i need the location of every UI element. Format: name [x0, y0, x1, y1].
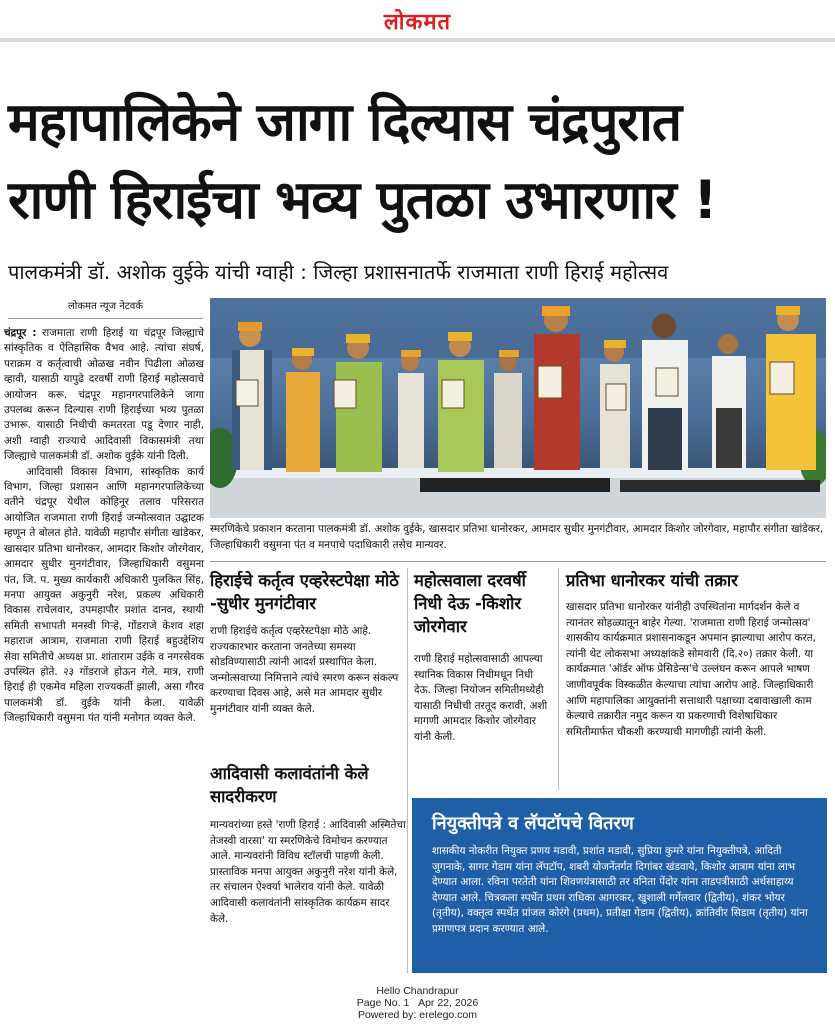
mungantiwar-title: हिराईचे कर्तृत्व एव्हरेस्टपेक्षा मोठे -सुधीर मुनगंटीवार [210, 571, 399, 613]
mungantiwar-body: राणी हिराईचे कर्तृत्व एव्हरेस्टपेक्षा मोठे आहे. राज्यकारभार करताना जनतेच्या समस्या सोडविण्यासाठी त्यांनी आदर्श प्रस्थापित केला. जन्मोत्सवाच्या निमित्ताने त्यांचे स्मरण करून संकल्प करण्याचा दिवस आहे, असे मत आमदार सुधीर मुनगंटीवार यांनी व्यक्त केले. [210, 625, 399, 715]
event-photo [210, 298, 826, 518]
adivasi-artists-body: मान्यवरांच्या हस्ते 'राणी हिराई : आदिवासी अस्मितेचा तेजस्वी वारसा' या स्मरणिकेचे विमोचन करण्यात आले. मान्यवरांनी विविध स्टॉलची पाहणी केली. प्रास्ताविक मनपा आयुक्त अकुनुरी नरेश यांनी केले, तर संचालन ऐश्वर्या भालेराव यांनी केले. यावेळी आदिवासी कलावंतांनी सांस्कृतिक कार्यक्रम सादर केले. [210, 819, 406, 925]
page-footer [0, 985, 835, 1021]
dhanorkar-body: खासदार प्रतिभा धानोरकर यांनीही उपस्थितांना मार्गदर्शन केले व त्यानंतर सोहळ्यातून बाहेर गेल्या. 'राजमाता राणी हिराई जन्मोत्सव' शासकीय कार्यक्रमात प्रशासनाकडून अपमान झाल्याचा आरोप करत, त्यांनी थेट लोकसभा अध्यक्षांकडे सोमवारी (दि.२०) तक्रार केली. या कार्यक्रमात 'ऑर्डर ऑफ प्रेसिडेन्स'चे उल्लंघन करून आपले भाषण जाणीवपूर्वक विस्कळीत केल्याचा त्यांचा आरोप आहे. जिल्हाधिकारी आणि महापालिका आयुक्तांनी सत्ताधारी पक्षाच्या दबावाखाली काम केल्याचे तक्रारीत नमुद करून या प्रकरणाची विशेषाधिकार समितीमार्फत चौकशी करण्याची मागणीही त्यांनी केली. [566, 601, 816, 738]
lokmat-logo: लोकमत [383, 10, 452, 35]
footer-edition: Hello Chandrapur [376, 985, 459, 997]
main-story-para-2: आदिवासी विकास विभाग, सांस्कृतिक कार्य विभाग, जिल्हा प्रशासन आणि महानगरपालिकेच्या वतीने चंद्रपूर येथील कोहिनूर तलाव परिसरात आयोजित राजमाता राणी हिराई जन्मोत्सवात उद्घाटक म्हणून ते बोलत होते. यावेळी महापौर संगीता खांडेकर, खासदार प्रतिभा धानोरकर, आमदार किशोर जोरगेवार, आमदार सुधीर मुनगंटीवार, जिल्हाधिकारी वसुमना पंत, जि. प. मुख्य कार्यकारी अधिकारी पुलकित सिंह, मनपा आयुक्त अकुनुरी नरेश, प्रकल्प अधिकारी विकास राचेलवार, उपमहापौर प्रशांत दानव, स्थायी समिती सभापती मनस्वी गिऱ्हे, गोंडराजे केशव शहा महाराज आत्राम, राजमाता राणी हिराई बहुउद्देशिय सेवा समितीचे अध्यक्ष प्रा. शांताराम उईके व नगरसेवक उपस्थित होते. २३ गोंडराजे होऊन गेले. मात्र, राणी हिराई ही एकमेव महिला राज्यकर्ती झाली, असा गौरव पालकमंत्री डॉ. वुईके यांनी केला. यावेळी जिल्हाधिकारी वसुमना पंत यांनी मनोगत व्यक्त केले. [4, 465, 204, 725]
headline-line-1: महापालिकेने जागा दिल्यास चंद्रपुरात [8, 92, 682, 153]
jorgewar-body: राणी हिराई महोत्सवासाठी आपल्या स्थानिक विकास निधीमधून निधी देऊ. जिल्हा नियोजन समितीमध्येही यासाठी निधीची तरतूद करावी, अशी मागणी आमदार किशोर जोरगेवार यांनी केली. [414, 653, 548, 743]
masthead-divider [0, 38, 835, 42]
headline [8, 84, 828, 240]
byline-divider [8, 318, 203, 319]
footer-powered-by: Powered by: erelego.com [357, 1009, 478, 1021]
caption-divider [210, 561, 826, 562]
headline-line-2: राणी हिराईचा भव्य पुतळा उभारणार ! [8, 170, 717, 231]
main-story-para-1 [4, 326, 204, 465]
appointments-title: नियुक्तीपत्रे व लॅपटॉपचे वितरण [432, 813, 634, 834]
footer-date: Apr 22, 2026 [418, 997, 479, 1009]
footer-page-line [0, 997, 835, 1009]
main-story [4, 326, 204, 727]
photo-caption: स्मरणिकेचे प्रकाशन करताना पालकमंत्री डॉ. अशोक वुईके, खासदार प्रतिभा धानोरकर, आमदार सुधीर मुनगंटीवार, आमदार किशोर जोरगेवार, महापौर संगीता खांडेकर, जिल्हाधिकारी वसुमना पंत व मनपाचे पदाधिकारी तसेच मान्यवर. [210, 523, 824, 551]
main-story-para-1-text: राजमाता राणी हिराई या चंद्रपूर जिल्ह्याचे सांस्कृतिक व ऐतिहासिक वैभव आहे. त्यांचा संघर्ष, पराक्रम व कर्तृत्वाची ओळख नवीन पिढीला ओळख व्हावी, यासाठी यापुढे दरवर्षी राणी हिराई महोत्सवाचे आयोजन करू. चंद्रपूर महानगरपालिकेने जागा उपलब्ध करून दिल्यास राणी हिराईच्या भव्य पुतळा उभारू. यासाठी निधीची कमतरता पडू देणार नाही, अशी ग्वाही राज्याचे आदिवासी विकासमंत्री तथा जिल्ह्याचे पालकमंत्री डॉ. अशोक वुईके यांनी दिली. [4, 327, 204, 463]
footer-page: Page No. 1 [356, 997, 410, 1009]
appointments-box [412, 798, 827, 973]
column-divider [558, 568, 559, 790]
adivasi-artists-title: आदिवासी कलावंतांनी केले सादरीकरण [210, 764, 369, 806]
byline: लोकमत न्यूज नेटवर्क [67, 301, 144, 312]
dateline: चंद्रपूर : [4, 327, 37, 339]
appointments-body: शासकीय नोकरीत नियुक्त प्रणय मडावी, प्रशांत मडावी, सुप्रिया कुमरे यांना नियुक्तीपत्रे, आदिती जुगनाके, सागर गेडाम यांना लॅपटॉप, शबरी योजनेंतर्गत दिगांबर खंडवाये, किशोर आत्राम यांना लाभ देण्यात आला. रविना परतेती यांना शिवणयंत्रासाठी तर वनिता पेंदोर यांना ताडपत्रीसाठी अर्थसाहाय्य देण्यात आले. चित्रकला स्पर्धेत प्रथम राधिका आगरकर, खुशाली गर्गेलवार (द्वितीय), शंकर भोयर (तृतीय), वक्तृत्व स्पर्धेत प्रांजल कोरंगे (प्रथम), प्रतीक्षा गेडाम (द्वितीय), क्रांतिवीर सिडाम (तृतीय) यांना प्रमाणपत्र प्रदान करण्यात आले. [432, 845, 808, 935]
event-photo-illustration [210, 298, 826, 518]
jorgewar-title: महोत्सवाला दरवर्षी निधी देऊ -किशोर जोरगेवार [414, 571, 526, 636]
column-divider [407, 568, 408, 973]
dhanorkar-title: प्रतिभा धानोरकर यांची तक्रार [566, 571, 738, 590]
subheadline: पालकमंत्री डॉ. अशोक वुईके यांची ग्वाही : जिल्हा प्रशासनातर्फे राजमाता राणी हिराई महोत्सव [8, 260, 669, 284]
